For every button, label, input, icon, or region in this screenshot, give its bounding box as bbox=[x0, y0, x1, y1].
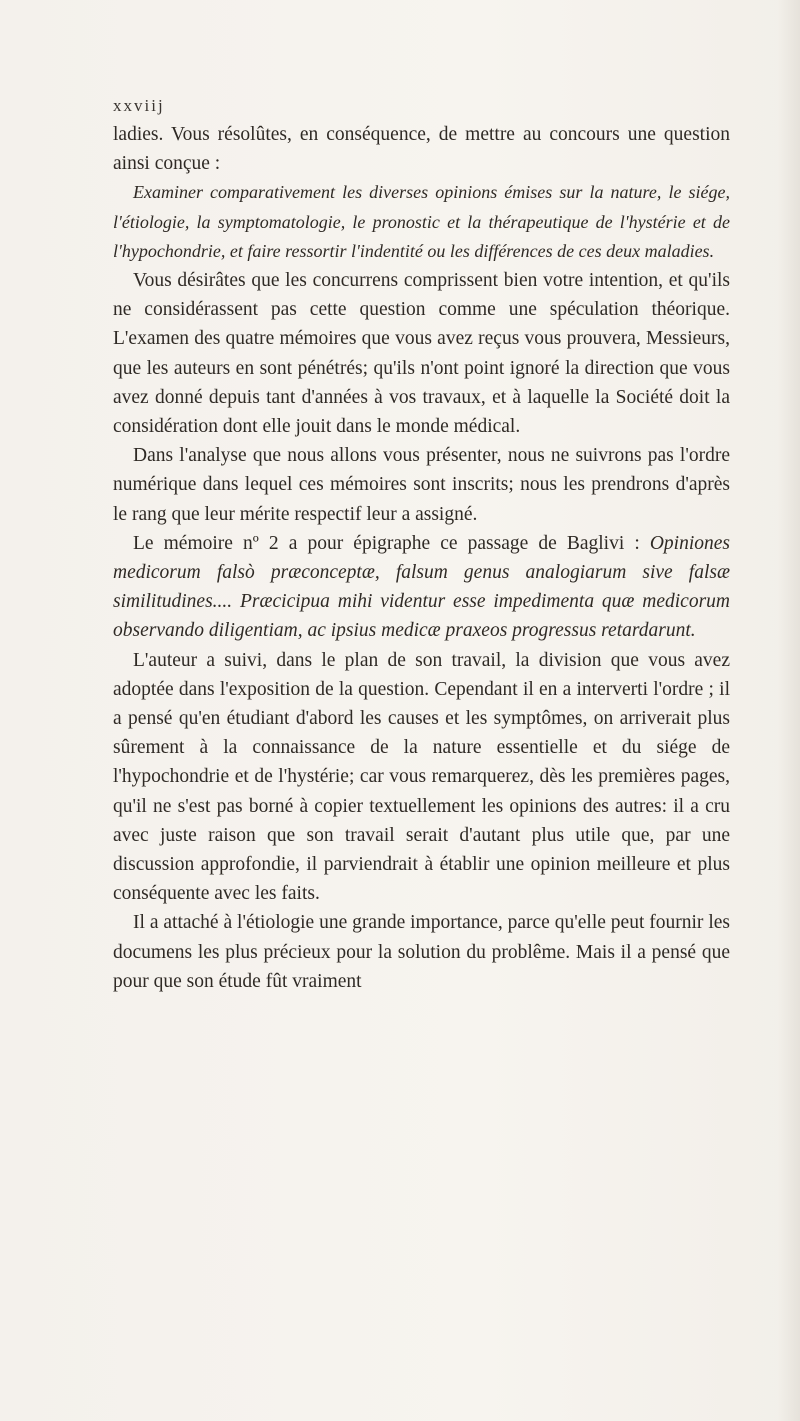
paragraph-author-plan: L'auteur a suivi, dans le plan de son travail, la division que vous avez adoptée dans l'exposition de la question. Cependant il en a interverti l'ordre ; il a pensé qu'en étudiant d'abord les causes et les symptômes, on arriverait plus sûrement à la connaissance de la nature essentielle et du siége de l'hypochondrie et de l'hystérie; car vous remarquerez, dès les premières pages, qu'il ne s'est pas borné à copier textuellement les opinions des autres: il a cru avec juste raison que son travail serait d'autant plus utile que, par une discussion approfondie, il parviendrait à établir une opinion meilleure et plus conséquente avec les faits. bbox=[113, 649, 730, 905]
page-edge-shadow bbox=[778, 0, 800, 1421]
page-number: xxviij bbox=[113, 96, 165, 115]
baglivi-epigraph: Opiniones medicorum falsò præconceptæ, falsum genus analogiarum sive falsæ similitudines.... Præcicipua mihi videntur esse impedimenta quæ medicorum observando diligentiam, ac ipsius medicæ praxeos progressus retardarunt. bbox=[113, 532, 730, 642]
question-statement: Examiner comparativement les diverses opinions émises sur la nature, le siége, l'étiologie, la symptomatologie, le pronostic et la thérapeutique de l'hystérie et de l'hypochondrie, et faire ressortir l'indentité ou les différences de ces deux maladies. bbox=[113, 182, 730, 261]
body-text bbox=[113, 120, 730, 996]
paragraph-analysis: Dans l'analyse que nous allons vous présenter, nous ne suivrons pas l'ordre numérique dans lequel ces mémoires sont inscrits; nous les prendrons d'après le rang que leur mérite respectif leur a assigné. bbox=[113, 445, 730, 525]
paragraph-memoire-2 bbox=[113, 529, 730, 646]
paragraph-intention: Vous désirâtes que les concurrens comprissent bien votre intention, et qu'ils ne considérassent pas cette question comme une spéculation théorique. L'examen des quatre mémoires que vous avez reçus vous prouvera, Messieurs, que les auteurs en sont pénétrés; qu'ils n'ont point ignoré la direction que vous avez donné depuis tant d'années à vos travaux, et à laquelle la Société doit la considération dont elle jouit dans le monde médical. bbox=[113, 270, 730, 438]
paragraph-etiology: Il a attaché à l'étiologie une grande importance, parce qu'elle peut fournir les documens les plus précieux pour la solution du problême. Mais il a pensé que pour que son étude fût vraiment bbox=[113, 912, 730, 992]
paragraph-1: ladies. Vous résolûtes, en conséquence, de mettre au concours une question ainsi conçue : bbox=[113, 124, 730, 175]
memoire-2-intro: Le mémoire nº 2 a pour épigraphe ce passage de Baglivi : bbox=[133, 532, 640, 554]
